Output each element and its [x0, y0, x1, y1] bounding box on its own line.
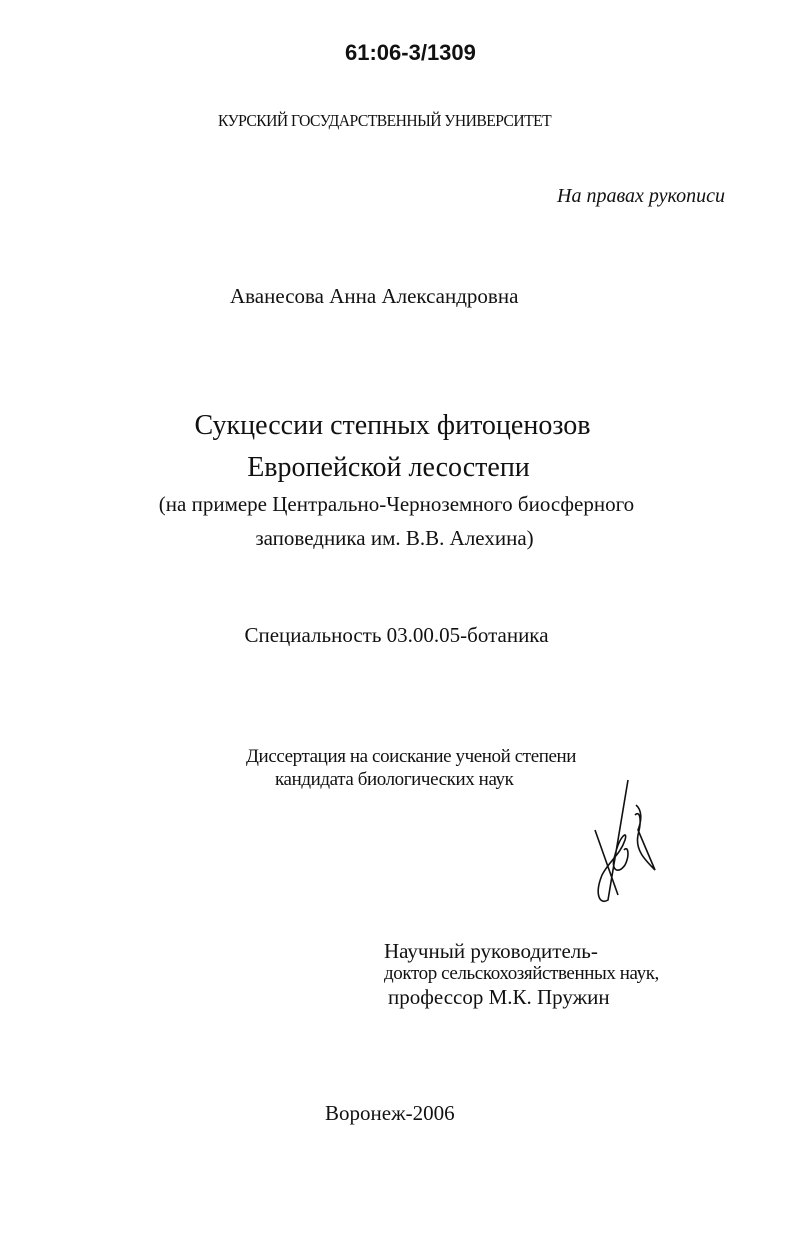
- supervisor-line-1: Научный руководитель-: [384, 939, 598, 963]
- degree-line-1: Диссертация на соискание ученой степени: [246, 746, 577, 767]
- author-name: Аванесова Анна Александровна: [230, 284, 519, 308]
- handwritten-signature: [580, 775, 670, 910]
- catalog-code: 61:06-3/1309: [345, 40, 476, 65]
- degree-line-2: кандидата биологических наук: [275, 769, 514, 790]
- title-line-2: Европейской лесостепи: [247, 452, 530, 483]
- institution-name: КУРСКИЙ ГОСУДАРСТВЕННЫЙ УНИВЕРСИТЕТ: [218, 111, 552, 130]
- title-line-4: заповедника им. В.В. Алехина): [255, 526, 534, 550]
- place-and-year: Воронеж-2006: [325, 1101, 455, 1125]
- title-line-1: Сукцессии степных фитоценозов: [194, 410, 591, 441]
- specialty: Специальность 03.00.05-ботаника: [244, 623, 549, 647]
- supervisor-line-2: доктор сельскохозяйственных наук,: [384, 963, 659, 984]
- rights-note: На правах рукописи: [557, 185, 725, 207]
- supervisor-line-3: профессор М.К. Пружин: [388, 985, 610, 1009]
- title-line-3: (на примере Центрально-Черноземного биосферного: [158, 492, 635, 516]
